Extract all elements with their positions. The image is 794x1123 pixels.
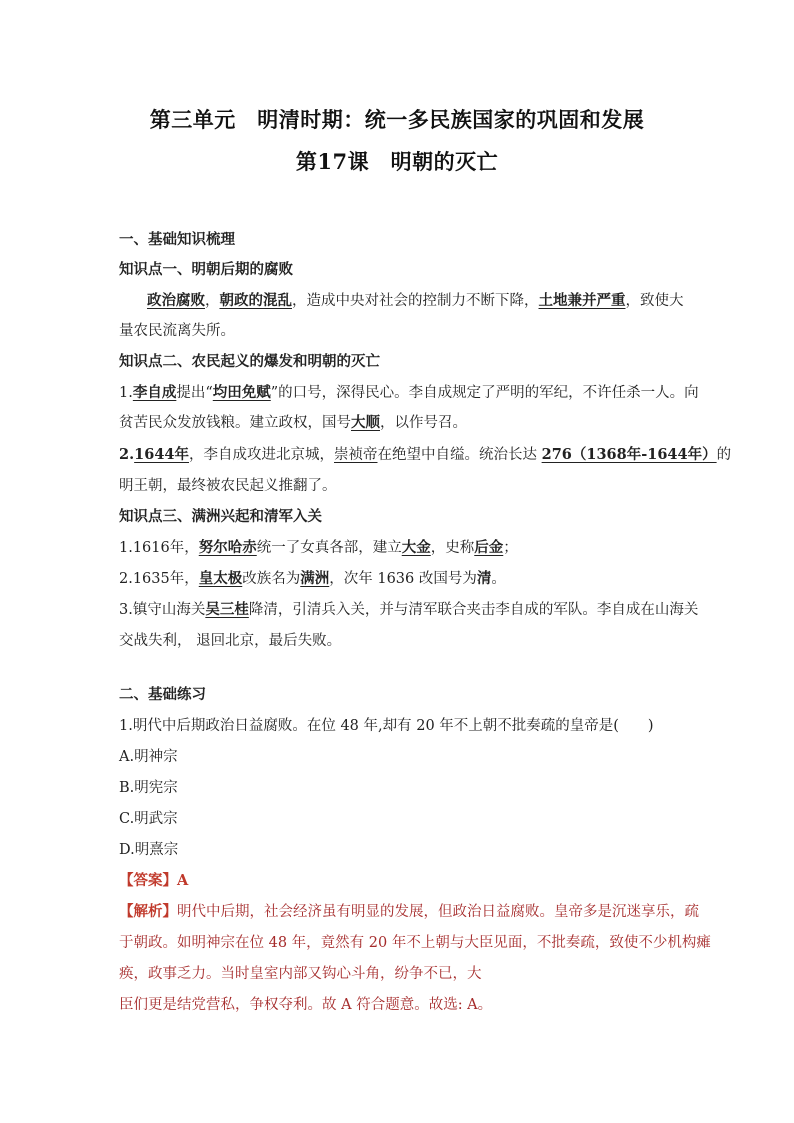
option-d: D.明熹宗 [119, 842, 179, 858]
kp2-line1-cont: 贫苦民众发放钱粮。建立政权，国号大顺，以作号召。 [119, 414, 467, 431]
option-a: A.明神宗 [119, 749, 178, 765]
answer-line [119, 871, 679, 891]
option-c: C.明武宗 [119, 811, 178, 827]
kp2-line2: 2.1644年，李自成攻进北京城，崇祯帝在绝望中自缢。统治长达 276（1368年-1644年）的 [119, 446, 732, 463]
kp1-heading: 知识点一、明朝后期的腐败 [119, 261, 293, 278]
kp3-line3: 3.镇守山海关吴三桂降清，引清兵入关，并与清军联合夹击李自成的军队。李自成在山海关 [119, 601, 699, 618]
term-chongzhen: 崇祯帝 [334, 447, 378, 463]
answer-value: A [177, 872, 189, 889]
question-stem: 1.明代中后期政治日益腐败。在位 48 年,却有 20 年不上朝不批奏疏的皇帝是( ) [119, 718, 654, 734]
term-li-zicheng: 李自成 [132, 384, 177, 401]
option-b: B.明宪宗 [119, 780, 178, 796]
analysis-line-4: 臣们更是结党营私，争权夺利。故 A 符合题意。故选: A。 [119, 997, 493, 1013]
kp2-line1: 1.李自成提出“均田免赋”的口号，深得民心。李自成规定了严明的军纪，不许任杀一人。向 [119, 384, 699, 401]
unit-title: 第三单元 明清时期：统一多民族国家的巩固和发展 [149, 107, 645, 132]
section2-heading: 二、基础练习 [119, 686, 206, 703]
kp3-line2: 2.1635年，皇太极改族名为满洲，次年 1636 改国号为清。 [119, 570, 506, 587]
kp3-heading: 知识点三、满洲兴起和清军入关 [119, 508, 322, 525]
term-houjin: 后金 [474, 539, 504, 556]
answer-tag: 【答案】 [119, 872, 177, 889]
term-wu-sangui: 吴三桂 [205, 601, 249, 618]
term-land-annexation: 土地兼并严重 [538, 292, 626, 309]
term-political-corruption: 政治腐败 [147, 292, 205, 309]
lesson-title: 第17课 明朝的灭亡 [295, 149, 499, 174]
term-manchu: 满洲 [300, 570, 330, 587]
kp3-line3-cont: 交战失利， 退回北京，最后失败。 [119, 633, 342, 649]
kp1-paragraph: 政治腐败，朝政的混乱，造成中央对社会的控制力不断下降，土地兼并严重，致使大 [147, 292, 684, 309]
analysis-line-2: 于朝政。如明神宗在位 48 年，竟然有 20 年不上朝与大臣见面，不批奏疏，致使不少机构瘫 [119, 935, 711, 951]
kp1-paragraph-cont: 量农民流离失所。 [119, 323, 235, 339]
term-slogan: 均田免赋 [212, 384, 271, 401]
analysis-tag: 【解析】 [119, 903, 177, 920]
term-dashun: 大顺 [351, 414, 380, 431]
term-court-chaos: 朝政的混乱 [219, 292, 292, 309]
analysis-line-3: 痪，政事乏力。当时皇室内部又钩心斗角，纷争不已，大 [119, 966, 482, 982]
term-nurhaci: 努尔哈赤 [198, 539, 257, 556]
term-1644: 1644年 [134, 446, 189, 463]
term-hong-taiji: 皇太极 [198, 570, 243, 587]
kp3-line1: 1.1616年，努尔哈赤统一了女真各部，建立大金，史称后金； [119, 539, 518, 556]
kp2-line2-cont: 明王朝，最终被农民起义推翻了。 [119, 478, 337, 494]
term-276-years: 276（1368年-1644年） [541, 446, 717, 463]
term-qing: 清 [476, 570, 492, 587]
analysis-line-1: 【解析】明代中后期，社会经济虽有明显的发展，但政治日益腐败。皇帝多是沉迷享乐，疏 [119, 903, 699, 920]
section1-heading: 一、基础知识梳理 [119, 231, 235, 248]
term-dajin: 大金 [401, 539, 431, 556]
kp2-heading: 知识点二、农民起义的爆发和明朝的灭亡 [119, 353, 380, 370]
